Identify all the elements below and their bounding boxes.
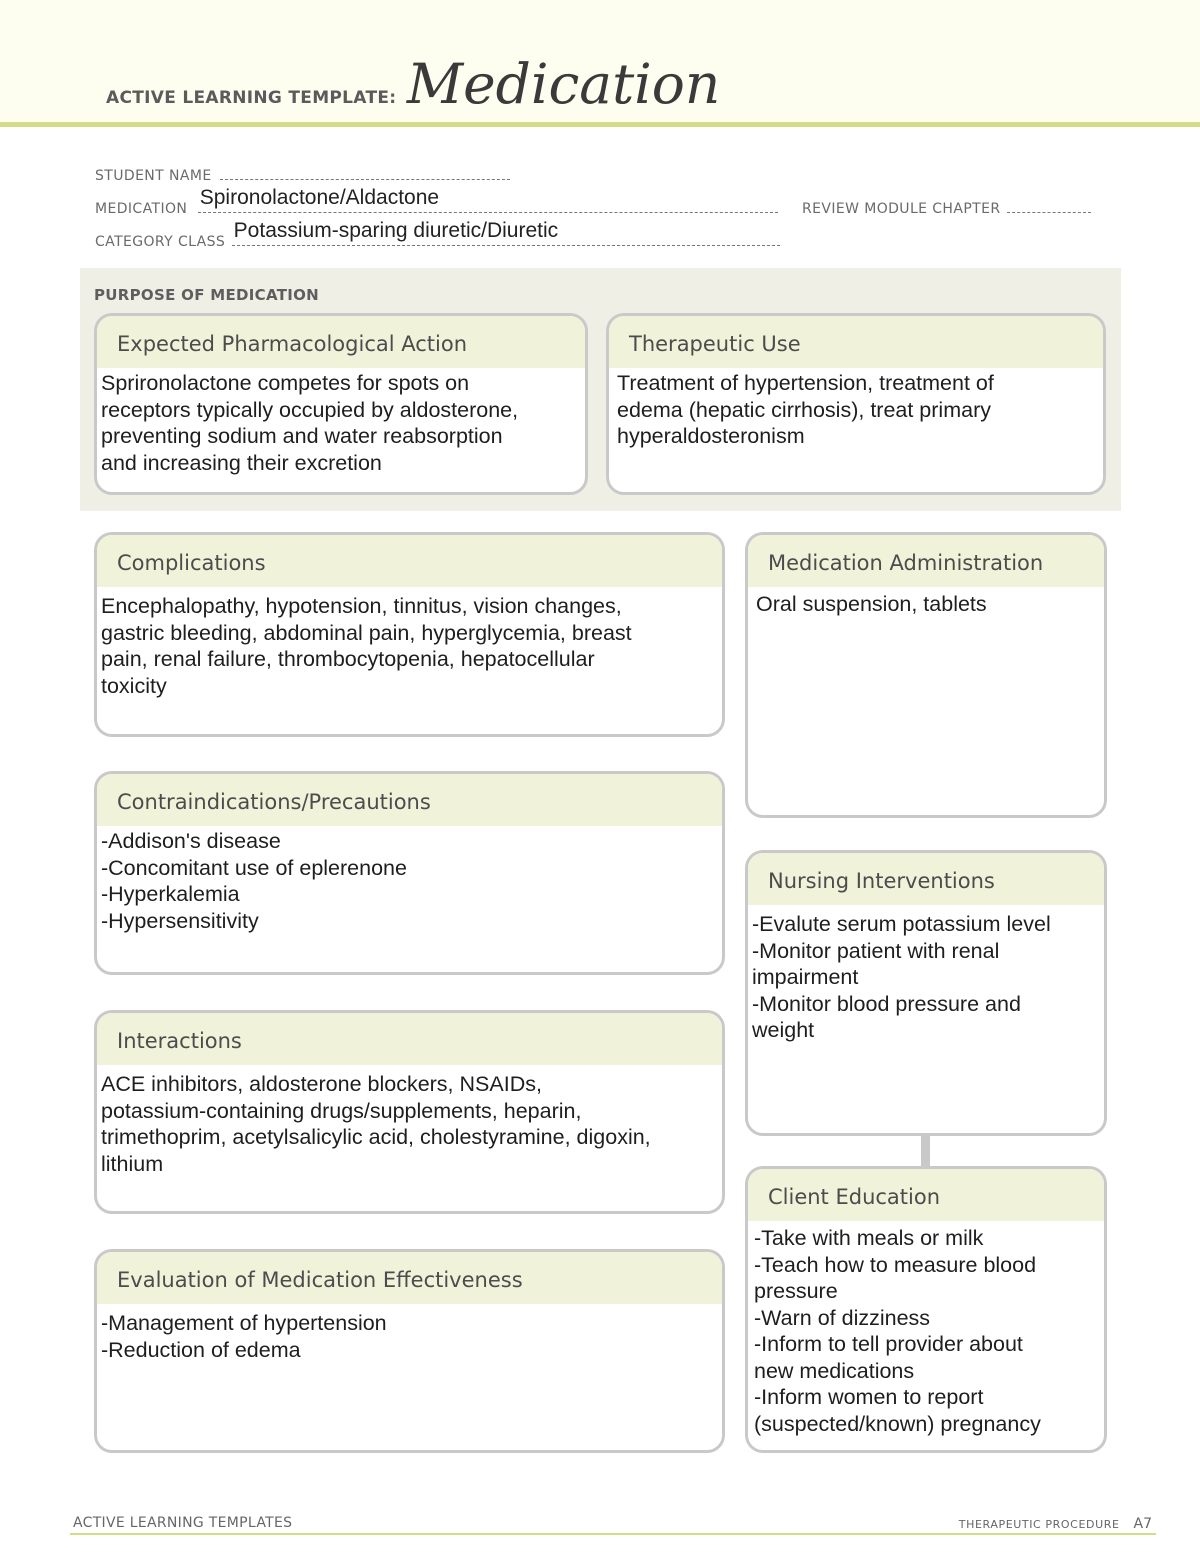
text-line: receptors typically occupied by aldosterone,: [101, 397, 519, 422]
text-line: weight: [752, 1018, 815, 1042]
text-line: trimethoprim, acetylsalicylic acid, cholestyramine, digoxin,: [101, 1125, 651, 1149]
medication-administration-card: [745, 532, 1107, 818]
text-line: -Inform to tell provider about: [754, 1332, 1023, 1356]
text-line: toxicity: [101, 673, 167, 698]
interactions-card: [94, 1010, 725, 1214]
text-line: -Addison's disease: [101, 829, 281, 853]
text-line: pressure: [754, 1279, 838, 1303]
medication-line[interactable]: [198, 186, 778, 213]
category-class-label: CATEGORY CLASS: [95, 234, 226, 250]
page-title: [106, 52, 720, 116]
expected-action-text[interactable]: [97, 368, 585, 476]
footer-divider: [70, 1533, 1156, 1535]
text-line: Treatment of hypertension, treatment of: [617, 371, 994, 395]
text-line: Sprironolactone competes for spots on: [101, 371, 470, 395]
medication-value: Spironolactone/Aldactone: [199, 186, 440, 209]
expected-action-title: Expected Pharmacological Action: [97, 316, 585, 368]
therapeutic-use-title: Therapeutic Use: [609, 316, 1103, 368]
therapeutic-use-card: [606, 313, 1106, 495]
text-line: -Concomitant use of eplerenone: [101, 855, 407, 880]
text-line: lithium: [101, 1151, 164, 1176]
evaluation-text[interactable]: [97, 1304, 722, 1363]
template-title: Medication: [406, 52, 721, 116]
complications-text[interactable]: [97, 587, 722, 699]
text-line: -Management of hypertension: [101, 1311, 387, 1335]
text-line: -Warn of dizziness: [754, 1305, 931, 1330]
client-education-text[interactable]: [748, 1221, 1104, 1437]
page-number: A7: [1133, 1516, 1152, 1532]
card-connector: [921, 1133, 930, 1167]
client-education-card: [745, 1166, 1107, 1453]
footer-right: [959, 1516, 1152, 1532]
text-line: new medications: [754, 1358, 915, 1383]
medication-administration-title: Medication Administration: [748, 535, 1104, 587]
text-line: (suspected/known) pregnancy: [754, 1411, 1041, 1436]
text-line: -Teach how to measure blood: [754, 1252, 1037, 1277]
student-name-label: STUDENT NAME: [95, 168, 212, 184]
student-name-field: [95, 165, 510, 184]
category-class-field: [95, 219, 780, 250]
student-name-line[interactable]: [220, 165, 510, 180]
text-line: and increasing their excretion: [101, 450, 382, 475]
review-module-line[interactable]: [1007, 198, 1091, 213]
text-line: -Inform women to report: [754, 1385, 984, 1409]
nursing-interventions-title: Nursing Interventions: [748, 853, 1104, 905]
footer-left-label: ACTIVE LEARNING TEMPLATES: [73, 1515, 293, 1531]
complications-title: Complications: [97, 535, 722, 587]
interactions-text[interactable]: [97, 1065, 722, 1177]
text-line: edema (hepatic cirrhosis), treat primary: [617, 397, 991, 422]
nursing-interventions-text[interactable]: [748, 905, 1104, 1044]
contraindications-title: Contraindications/Precautions: [97, 774, 722, 826]
text-line: pain, renal failure, thrombocytopenia, hepatocellular: [101, 647, 595, 671]
template-label: ACTIVE LEARNING TEMPLATE:: [106, 88, 397, 108]
text-line: gastric bleeding, abdominal pain, hyperglycemia, breast: [101, 620, 632, 645]
footer-section-label: THERAPEUTIC PROCEDURE: [958, 1518, 1120, 1531]
category-class-line[interactable]: [232, 219, 780, 246]
text-line: Encephalopathy, hypotension, tinnitus, vision changes,: [101, 594, 622, 618]
text-line: potassium-containing drugs/supplements, heparin,: [101, 1098, 582, 1123]
therapeutic-use-text[interactable]: [609, 368, 1103, 450]
review-module-field: [802, 198, 1091, 217]
contraindications-card: [94, 771, 725, 975]
text-line: -Reduction of edema: [101, 1337, 301, 1362]
interactions-title: Interactions: [97, 1013, 722, 1065]
text-line: -Monitor patient with renal: [752, 938, 1000, 963]
text-line: Oral suspension, tablets: [756, 592, 987, 616]
review-module-label: REVIEW MODULE CHAPTER: [802, 201, 1001, 217]
complications-card: [94, 532, 725, 737]
text-line: -Evalute serum potassium level: [752, 912, 1051, 936]
text-line: ACE inhibitors, aldosterone blockers, NSAIDs,: [101, 1072, 542, 1096]
medication-label: MEDICATION: [95, 201, 188, 217]
expected-action-card: [94, 313, 588, 495]
evaluation-card: [94, 1249, 725, 1453]
text-line: -Hypersensitivity: [101, 908, 259, 933]
evaluation-title: Evaluation of Medication Effectiveness: [97, 1252, 722, 1304]
text-line: impairment: [752, 965, 859, 989]
medication-field: [95, 186, 778, 217]
text-line: -Monitor blood pressure and: [752, 991, 1021, 1016]
text-line: -Take with meals or milk: [754, 1226, 984, 1250]
text-line: preventing sodium and water reabsorption: [101, 424, 503, 448]
text-line: hyperaldosteronism: [617, 424, 805, 448]
client-education-title: Client Education: [748, 1169, 1104, 1221]
contraindications-text[interactable]: [97, 826, 722, 934]
text-line: -Hyperkalemia: [101, 882, 240, 906]
nursing-interventions-card: [745, 850, 1107, 1136]
header-divider: [0, 122, 1200, 127]
medication-administration-text[interactable]: [748, 587, 1104, 618]
purpose-heading: PURPOSE OF MEDICATION: [94, 286, 320, 304]
category-class-value: Potassium-sparing diuretic/Diuretic: [233, 219, 559, 242]
